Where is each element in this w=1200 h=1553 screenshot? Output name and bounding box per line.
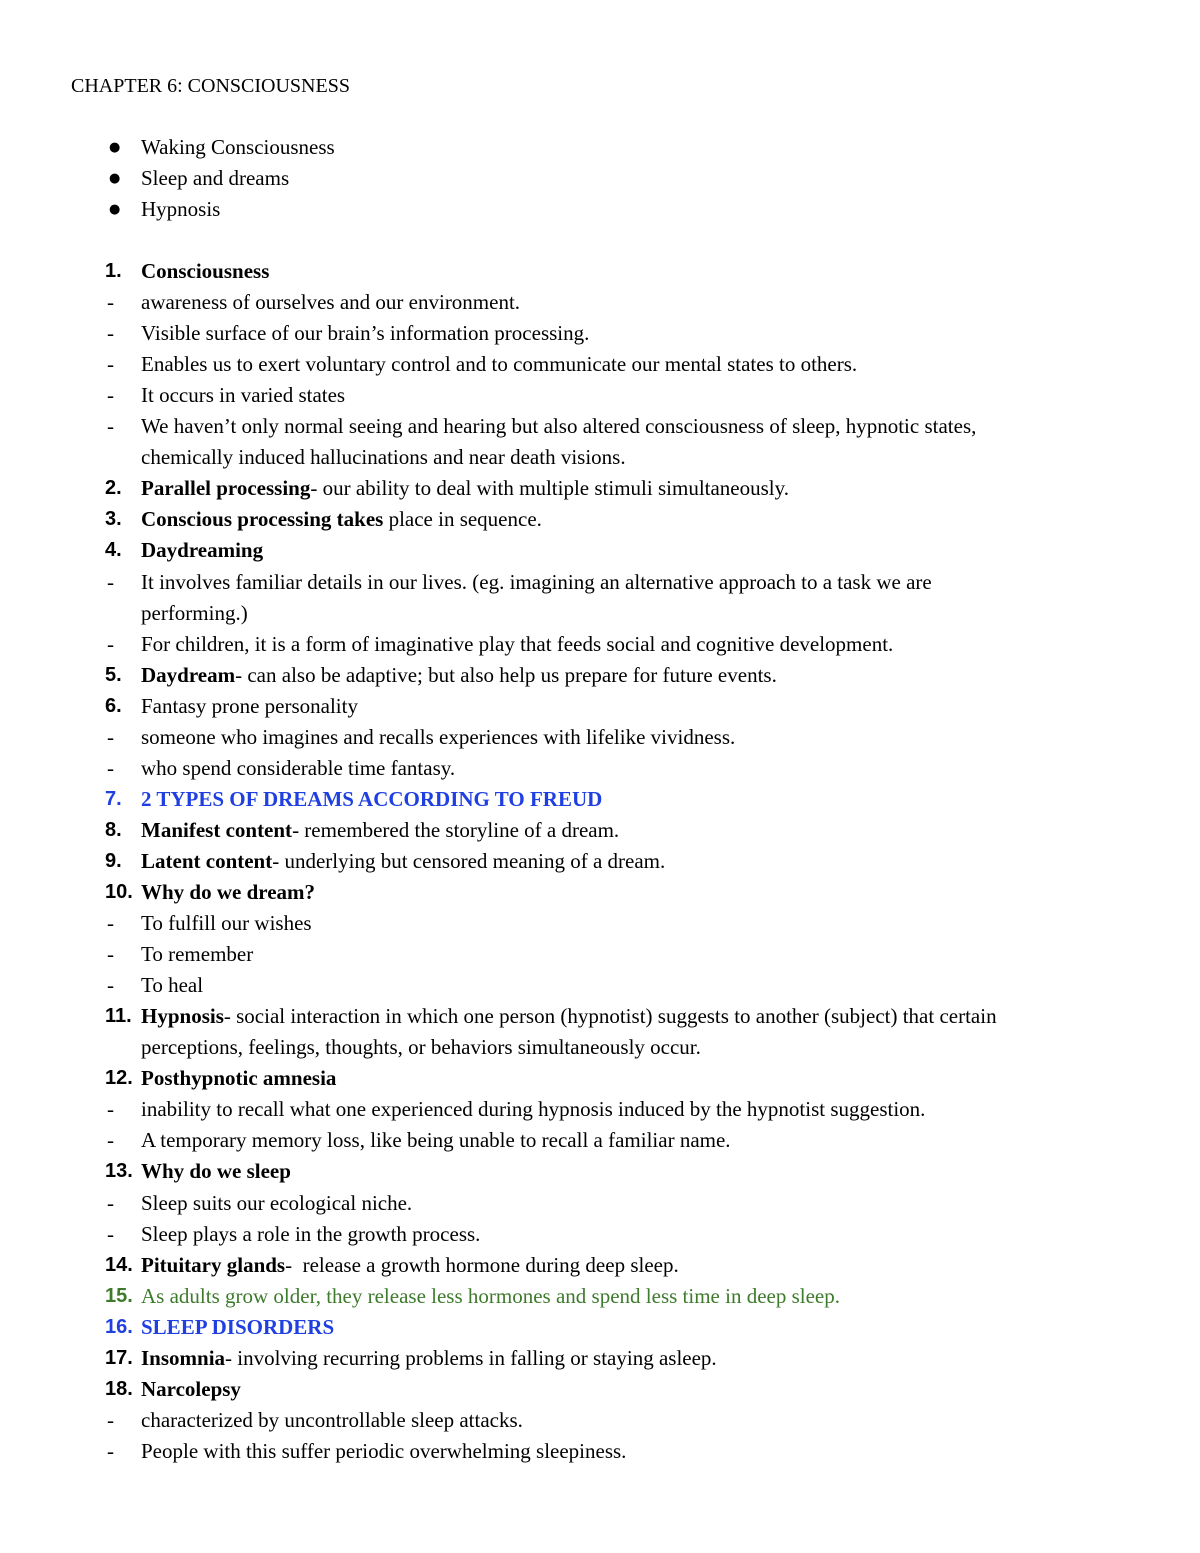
bullet-dot-icon: ●	[109, 171, 121, 186]
item-text	[141, 629, 893, 660]
numbered-item	[0, 1281, 1200, 1312]
item-description: - can also be adaptive; but also help us prepare for future events.	[235, 663, 777, 687]
item-text	[141, 939, 253, 970]
bullet-text: Sleep and dreams	[141, 166, 290, 190]
item-text	[141, 970, 203, 1001]
dash-item	[0, 908, 1200, 939]
dash-item	[0, 287, 1200, 318]
dash-item	[0, 349, 1200, 380]
item-text	[141, 908, 312, 939]
item-text	[141, 815, 619, 846]
item-term: Narcolepsy	[141, 1377, 241, 1401]
numbered-item	[0, 660, 1200, 691]
item-term: Daydreaming	[141, 538, 264, 562]
numbered-item	[0, 1063, 1200, 1094]
item-text	[141, 784, 602, 815]
item-description: It involves familiar details in our lives. (eg. imagining an alternative approach to a task we are	[141, 570, 932, 594]
item-description: place in sequence.	[383, 507, 542, 531]
item-text	[141, 1001, 997, 1032]
item-description: perceptions, feelings, thoughts, or behaviors simultaneously occur.	[141, 1035, 701, 1059]
numbered-item	[0, 877, 1200, 908]
dash-item	[0, 380, 1200, 411]
item-text	[141, 1156, 291, 1187]
item-description: - release a growth hormone during deep sleep.	[285, 1253, 679, 1277]
item-number: 10.	[105, 881, 133, 903]
dash-marker: -	[107, 1191, 114, 1215]
item-description: Visible surface of our brain’s information processing.	[141, 321, 590, 345]
numbered-item	[0, 1156, 1200, 1187]
item-number: 18.	[105, 1378, 133, 1400]
item-description: To heal	[141, 973, 204, 997]
item-description: People with this suffer periodic overwhelming sleepiness.	[141, 1439, 627, 1463]
item-text	[141, 1250, 679, 1281]
dash-marker: -	[107, 942, 114, 966]
dash-marker: -	[107, 1408, 114, 1432]
dash-item	[0, 1405, 1200, 1436]
numbered-item	[0, 1312, 1200, 1343]
item-description: It occurs in varied states	[141, 383, 346, 407]
item-description: Enables us to exert voluntary control and to communicate our mental states to others.	[141, 352, 858, 376]
item-text	[141, 1188, 412, 1219]
page-title: CHAPTER 6: CONSCIOUSNESS	[71, 75, 350, 97]
item-description: performing.)	[141, 601, 248, 625]
numbered-item	[0, 256, 1200, 287]
item-text	[141, 1219, 480, 1250]
item-description: Sleep suits our ecological niche.	[141, 1191, 413, 1215]
item-description: - underlying but censored meaning of a dream.	[272, 849, 666, 873]
item-text	[141, 660, 777, 691]
item-description: - social interaction in which one person (hypnotist) suggests to another (subject) that certain	[223, 1004, 997, 1028]
item-number: 11.	[105, 1005, 132, 1027]
topic-bullet	[0, 132, 1200, 163]
item-term: Manifest content	[141, 818, 293, 842]
item-description: As adults grow older, they release less hormones and spend less time in deep sleep.	[141, 1284, 840, 1308]
numbered-item	[0, 846, 1200, 877]
item-description: awareness of ourselves and our environment.	[141, 290, 521, 314]
item-description: 2 TYPES OF DREAMS ACCORDING TO FREUD	[141, 787, 603, 811]
numbered-item	[0, 1374, 1200, 1405]
item-number: 8.	[105, 819, 122, 841]
continuation-line	[0, 442, 1200, 473]
dash-item	[0, 753, 1200, 784]
item-text	[141, 1281, 840, 1312]
item-description: Fantasy prone personality	[141, 694, 358, 718]
item-text	[141, 287, 520, 318]
item-text	[141, 877, 315, 908]
item-text	[141, 318, 589, 349]
item-number: 12.	[105, 1067, 133, 1089]
item-description: - our ability to deal with multiple stimuli simultaneously.	[310, 476, 790, 500]
item-term: Parallel processing	[141, 476, 311, 500]
item-description: - remembered the storyline of a dream.	[292, 818, 620, 842]
item-number: 1.	[105, 260, 122, 282]
item-number: 3.	[105, 508, 122, 530]
item-text	[141, 1125, 731, 1156]
numbered-item	[0, 691, 1200, 722]
numbered-item	[0, 535, 1200, 566]
item-number: 13.	[105, 1160, 133, 1182]
item-number: 6.	[105, 695, 122, 717]
item-number: 5.	[105, 664, 122, 686]
item-term: Latent content	[141, 849, 273, 873]
dash-marker: -	[107, 1128, 114, 1152]
bullet-text: Hypnosis	[141, 197, 221, 221]
dash-item	[0, 567, 1200, 598]
item-description: characterized by uncontrollable sleep attacks.	[141, 1408, 523, 1432]
item-text	[141, 722, 735, 753]
item-description: inability to recall what one experienced during hypnosis induced by the hypnotist suggestion.	[141, 1097, 926, 1121]
item-description: - involving recurring problems in falling or staying asleep.	[225, 1346, 717, 1370]
dash-item	[0, 1188, 1200, 1219]
item-description: For children, it is a form of imaginative play that feeds social and cognitive development.	[141, 632, 894, 656]
dash-item	[0, 411, 1200, 442]
item-description: chemically induced hallucinations and near death visions.	[141, 445, 626, 469]
dash-item	[0, 970, 1200, 1001]
item-term: Posthypnotic amnesia	[141, 1066, 337, 1090]
bullet-dot-icon: ●	[109, 140, 121, 155]
numbered-item	[0, 784, 1200, 815]
item-description: We haven’t only normal seeing and hearing but also altered consciousness of sleep, hypnotic states,	[141, 414, 977, 438]
dash-marker: -	[107, 632, 114, 656]
topic-bullet	[0, 194, 1200, 225]
item-term: Consciousness	[141, 259, 270, 283]
item-text	[141, 1436, 626, 1467]
item-text	[141, 598, 248, 629]
dash-item	[0, 1125, 1200, 1156]
numbered-item	[0, 1250, 1200, 1281]
item-description: Sleep plays a role in the growth process.	[141, 1222, 481, 1246]
dash-item	[0, 1436, 1200, 1467]
item-text	[141, 349, 857, 380]
item-number: 7.	[105, 788, 122, 810]
numbered-item	[0, 815, 1200, 846]
dash-marker: -	[107, 1439, 114, 1463]
item-text	[141, 256, 269, 287]
item-text	[141, 1312, 334, 1343]
item-term: Hypnosis	[141, 1004, 224, 1028]
item-number: 9.	[105, 850, 122, 872]
dash-marker: -	[107, 352, 114, 376]
item-text	[141, 380, 345, 411]
dash-item	[0, 318, 1200, 349]
item-description: A temporary memory loss, like being unable to recall a familiar name.	[141, 1128, 731, 1152]
item-text	[141, 1374, 241, 1405]
dash-marker: -	[107, 1222, 114, 1246]
item-text	[141, 1094, 925, 1125]
item-text	[141, 1405, 523, 1436]
dash-marker: -	[107, 414, 114, 438]
item-text	[141, 473, 789, 504]
item-description: To fulfill our wishes	[141, 911, 312, 935]
item-text	[141, 1032, 701, 1063]
dash-item	[0, 629, 1200, 660]
numbered-item	[0, 473, 1200, 504]
item-text	[141, 1063, 336, 1094]
dash-marker: -	[107, 321, 114, 345]
dash-marker: -	[107, 725, 114, 749]
dash-marker: -	[107, 383, 114, 407]
bullet-dot-icon: ●	[109, 202, 121, 217]
item-number: 15.	[105, 1285, 133, 1307]
item-number: 4.	[105, 539, 122, 561]
dash-marker: -	[107, 570, 114, 594]
item-term: Conscious processing takes	[141, 507, 384, 531]
continuation-line	[0, 1032, 1200, 1063]
item-number: 2.	[105, 477, 122, 499]
item-term: Pituitary glands	[141, 1253, 286, 1277]
item-text	[141, 504, 542, 535]
numbered-item	[0, 1001, 1200, 1032]
continuation-line	[0, 598, 1200, 629]
dash-marker: -	[107, 973, 114, 997]
dash-item	[0, 1219, 1200, 1250]
topic-bullet	[0, 163, 1200, 194]
item-description: who spend considerable time fantasy.	[141, 756, 456, 780]
dash-marker: -	[107, 290, 114, 314]
item-number: 16.	[105, 1316, 133, 1338]
item-text	[141, 691, 358, 722]
dash-item	[0, 722, 1200, 753]
dash-item	[0, 1094, 1200, 1125]
item-text	[141, 535, 263, 566]
item-term: Daydream	[141, 663, 236, 687]
item-term: Why do we dream?	[141, 880, 316, 904]
item-text	[141, 1343, 717, 1374]
item-text	[141, 846, 665, 877]
item-term: Why do we sleep	[141, 1159, 291, 1183]
numbered-item	[0, 1343, 1200, 1374]
item-text	[141, 442, 626, 473]
item-description: someone who imagines and recalls experiences with lifelike vividness.	[141, 725, 736, 749]
item-description: SLEEP DISORDERS	[141, 1315, 335, 1339]
item-description: To remember	[141, 942, 254, 966]
dash-marker: -	[107, 756, 114, 780]
bullet-text: Waking Consciousness	[141, 135, 335, 159]
numbered-item	[0, 504, 1200, 535]
item-text	[141, 567, 932, 598]
item-number: 17.	[105, 1347, 133, 1369]
item-text	[141, 411, 976, 442]
item-text	[141, 753, 455, 784]
dash-item	[0, 939, 1200, 970]
dash-marker: -	[107, 1097, 114, 1121]
dash-marker: -	[107, 911, 114, 935]
item-number: 14.	[105, 1254, 133, 1276]
item-term: Insomnia	[141, 1346, 226, 1370]
